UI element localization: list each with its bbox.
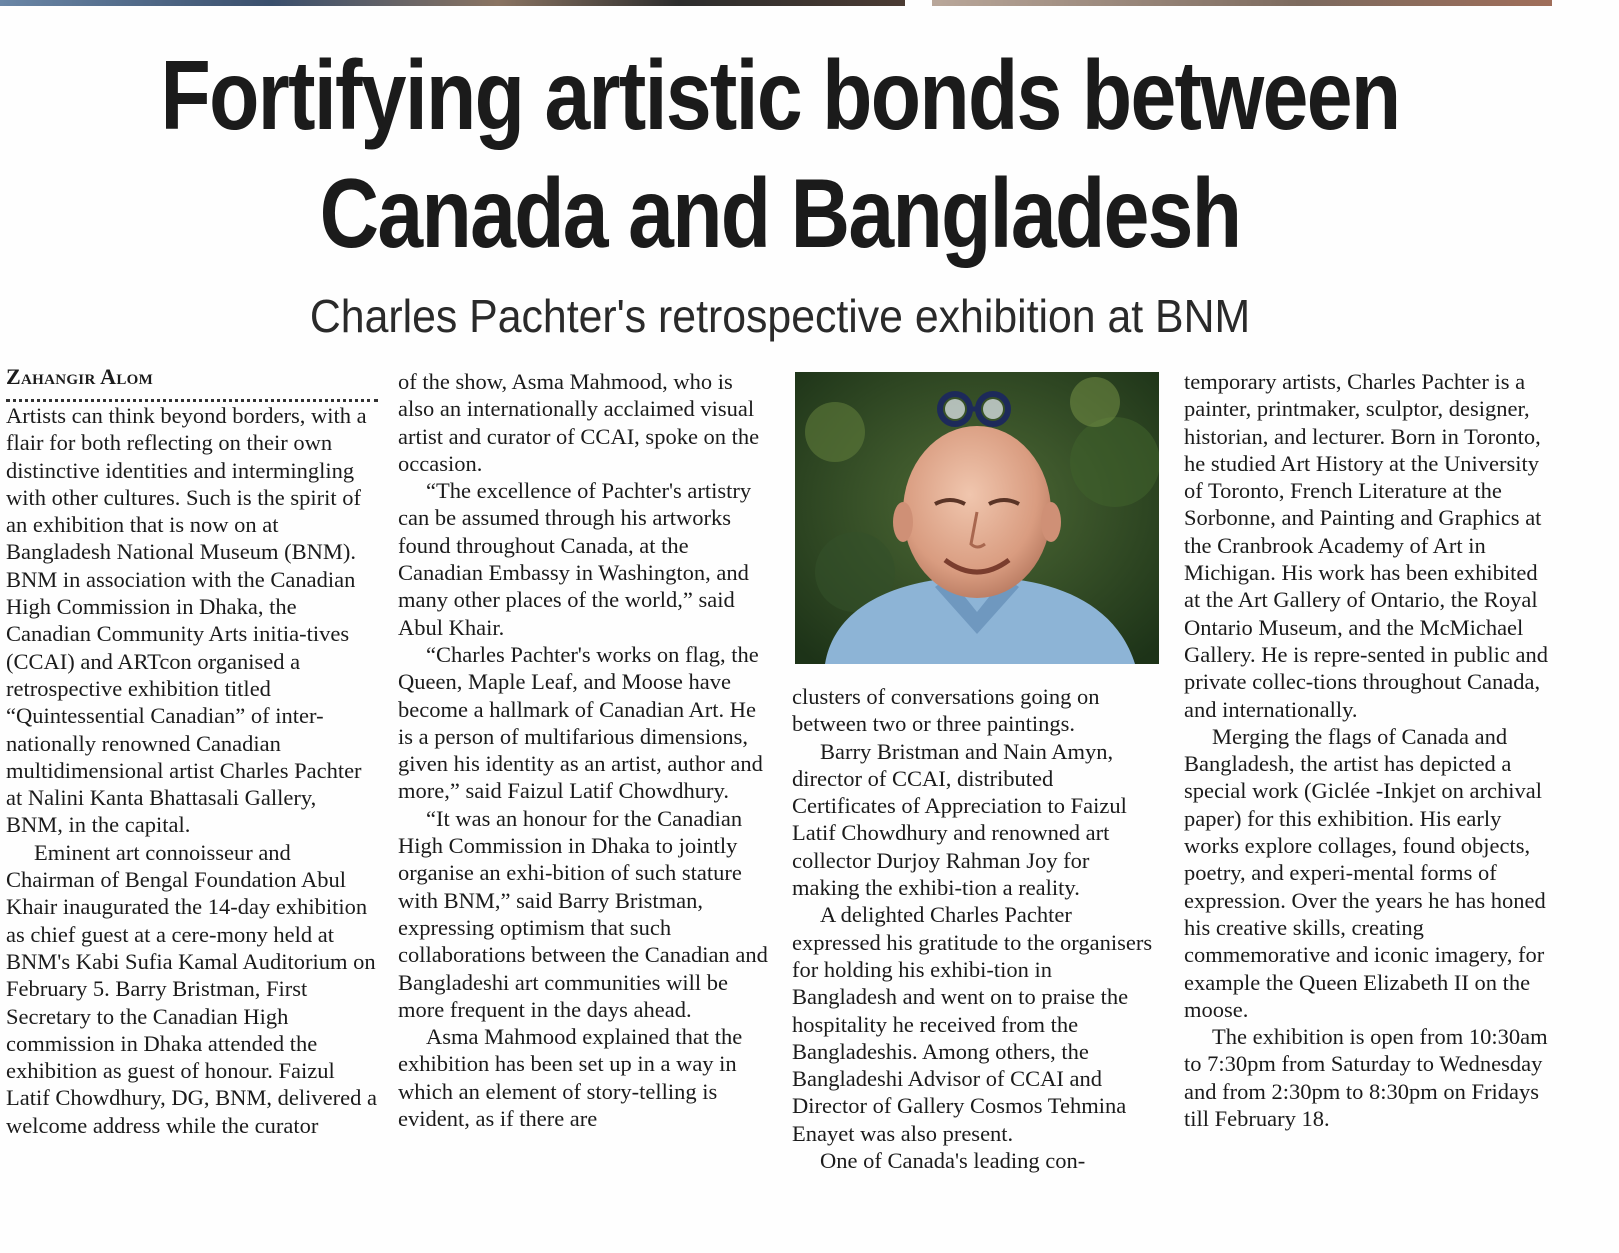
article-column-3	[792, 683, 1162, 1174]
subheadline: Charles Pachter's retrospective exhibition at BNM	[309, 290, 1251, 342]
column-3-paragraph-1: clusters of conversations going on between two or three paintings.	[792, 684, 1100, 737]
artist-portrait-illustration	[795, 372, 1159, 664]
column-4-paragraph-3: The exhibition is open from 10:30am to 7:30pm from Saturday to Wednesday and from 2:30pm to 8:30pm on Fridays till February 18.	[1184, 1024, 1548, 1132]
article-column-2	[398, 368, 772, 1132]
headline	[125, 36, 1435, 272]
column-2-paragraph-3: “Charles Pachter's works on flag, the Queen, Maple Leaf, and Moose have become a hallmark of Canadian Art. He is a person of multifarious dimensions, given his identity as an artist, author and more,” said Faizul Latif Chowdhury.	[398, 641, 763, 804]
column-3-paragraph-3: A delighted Charles Pachter expressed his gratitude to the organisers for holding his exhibi-tion in Bangladesh and went on to praise the hospitality he received from the Bangladeshis. Among others, the Bangladeshi Advisor of CCAI and Director of Gallery Cosmos Tehmina Enayet was also present.	[792, 902, 1153, 1146]
column-2-paragraph-4: “It was an honour for the Canadian High Commission in Dhaka to jointly organise an exhi-bition of such stature with BNM,” said Barry Bristman, expressing optimism that such collaborations between the Canadian and Bangladeshi art communities will be more frequent in the days ahead.	[398, 805, 768, 1022]
column-4-paragraph-1: temporary artists, Charles Pachter is a painter, printmaker, sculptor, designer, historian, and lecturer. Born in Toronto, he studied Art History at the University of Toronto, French Literature at the Sorbonne, and Painting and Graphics at the Cranbrook Academy of Art in Michigan. His work has been exhibited at the Art Gallery of Ontario, the Royal Ontario Museum, and the McMichael Gallery. He is repre-sented in public and private collec-tions throughout Canada, and internationally.	[1184, 369, 1549, 722]
article-column-4	[1184, 368, 1554, 1132]
previous-article-photo-strip	[0, 0, 905, 6]
column-3-paragraph-2: Barry Bristman and Nain Amyn, director of CCAI, distributed Certificates of Appreciation to Faizul Latif Chowdhury and renowned art collector Durjoy Rahman Joy for making the exhibi-tion a reality.	[792, 738, 1127, 901]
headline-line-2: Canada and Bangladesh	[319, 158, 1241, 268]
artist-portrait-photo	[795, 372, 1159, 664]
column-1-paragraph-1: Artists can think beyond borders, with a flair for both reflecting on their own distinctive identities and intermingling with other cultures. Such is the spirit of an exhibition that is now on at Bangladesh National Museum (BNM). BNM in association with the Canadian High Commission in Dhaka, the Canadian Community Arts initia-tives (CCAI) and ARTcon organised a retrospective exhibition titled “Quintessential Canadian” of inter-nationally renowned Canadian multidimensional artist Charles Pachter at Nalini Kanta Bhattasali Gallery, BNM, in the capital.	[6, 403, 367, 838]
column-3-paragraph-4: One of Canada's leading con-	[820, 1148, 1086, 1174]
adjacent-photo-strip	[932, 0, 1552, 6]
byline: Zahangir Alom	[6, 363, 378, 402]
column-2-paragraph-1: of the show, Asma Mahmood, who is also an internationally acclaimed visual artist and curator of CCAI, spoke on the occasion.	[398, 369, 760, 476]
article-column-1	[6, 363, 378, 1139]
headline-line-1: Fortifying artistic bonds between	[160, 40, 1400, 150]
column-2-paragraph-2: “The excellence of Pachter's artistry can be assumed through his artworks found throughout Canada, at the Canadian Embassy in Washington, and many other places of the world,” said Abul Khair.	[398, 478, 752, 640]
column-1-paragraph-2: Eminent art connoisseur and Chairman of Bengal Foundation Abul Khair inaugurated the 14-day exhibition as chief guest at a cere-mony held at BNM's Kabi Sufia Kamal Auditorium on February 5. Barry Bristman, First Secretary to the Canadian High commission in Dhaka attended the exhibition as guest of honour. Faizul Latif Chowdhury, DG, BNM, delivered a welcome address while the curator	[6, 839, 377, 1138]
column-4-paragraph-2: Merging the flags of Canada and Bangladesh, the artist has depicted a special work (Giclée -Inkjet on archival paper) for this exhibition. His early works explore collages, found objects, poetry, and experi-mental forms of expression. Over the years he has honed his creative skills, creating commemorative and iconic imagery, for example the Queen Elizabeth II on the moose.	[1184, 723, 1546, 1022]
column-2-paragraph-5: Asma Mahmood explained that the exhibition has been set up in a way in which an element of story-telling is evident, as if there are	[398, 1024, 743, 1132]
